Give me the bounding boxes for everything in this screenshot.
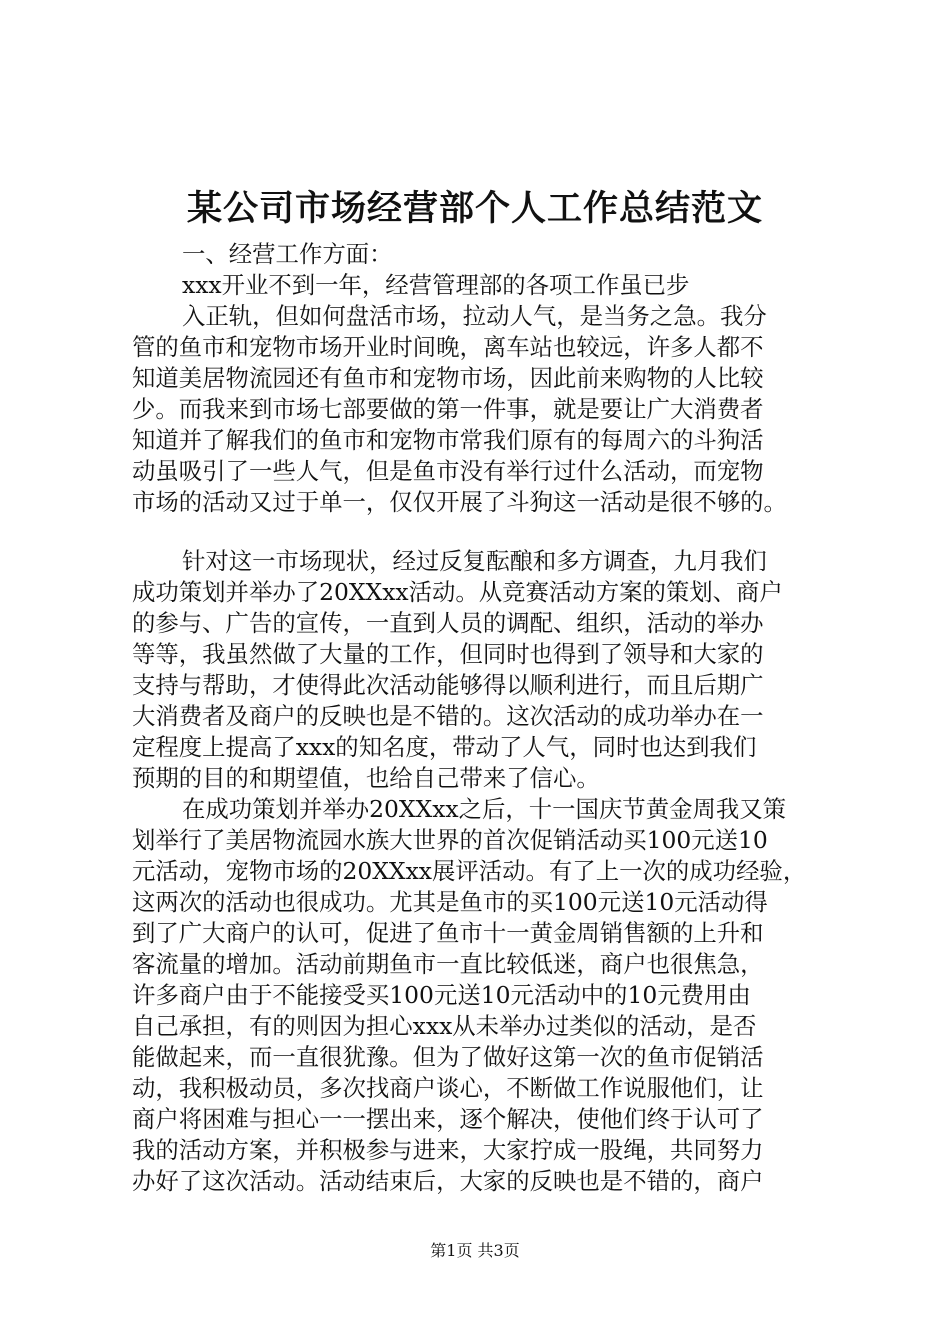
paragraph-line: 支持与帮助，才使得此次活动能够得以顺利进行，而且后期广	[132, 671, 764, 699]
paragraph-line: 少。而我来到市场七部要做的第一件事，就是要让广大消费者	[132, 395, 764, 423]
paragraph-line: 划举行了美居物流园水族大世界的首次促销活动买100元送10	[132, 826, 768, 854]
paragraph-line: 成功策划并举办了20XXxx活动。从竞赛活动方案的策划、商户	[132, 578, 783, 606]
paragraph-line: 在成功策划并举办20XXxx之后，十一国庆节黄金周我又策	[182, 795, 787, 823]
paragraph-line: 管的鱼市和宠物市场开业时间晚，离车站也较远，许多人都不	[132, 333, 764, 361]
paragraph-line: 商户将困难与担心一一摆出来，逐个解决，使他们终于认可了	[132, 1105, 764, 1133]
paragraph-line: 能做起来，而一直很犹豫。但为了做好这第一次的鱼市促销活	[132, 1043, 764, 1071]
paragraph-line: 针对这一市场现状，经过反复酝酿和多方调查，九月我们	[182, 547, 767, 575]
paragraph-line: xxx开业不到一年，经营管理部的各项工作虽已步	[182, 271, 690, 299]
paragraph-line: 预期的目的和期望值，也给自己带来了信心。	[132, 764, 600, 792]
paragraph-line: 动虽吸引了一些人气，但是鱼市没有举行过什么活动，而宠物	[132, 457, 764, 485]
paragraph-line: 这两次的活动也很成功。尤其是鱼市的买100元送10元活动得	[132, 888, 768, 916]
paragraph-line: 动，我积极动员，多次找商户谈心，不断做工作说服他们，让	[132, 1074, 764, 1102]
section-heading: 一、经营工作方面：	[182, 240, 393, 268]
paragraph-line: 元活动，宠物市场的20XXxx展评活动。有了上一次的成功经验，	[132, 857, 807, 885]
paragraph-line: 知道美居物流园还有鱼市和宠物市场，因此前来购物的人比较	[132, 364, 764, 392]
paragraph-line: 入正轨，但如何盘活市场，拉动人气，是当务之急。我分	[182, 302, 767, 330]
page-number-footer: 第1页 共3页	[430, 1241, 520, 1260]
paragraph-line: 市场的活动又过于单一，仅仅开展了斗狗这一活动是很不够的。	[132, 488, 787, 516]
paragraph-line: 我的活动方案，并积极参与进来，大家拧成一股绳，共同努力	[132, 1136, 764, 1164]
paragraph-line: 办好了这次活动。活动结束后，大家的反映也是不错的，商户	[132, 1167, 764, 1195]
paragraph-line: 自己承担，有的则因为担心xxx从未举办过类似的活动，是否	[132, 1012, 757, 1040]
paragraph-line: 知道并了解我们的鱼市和宠物市常我们原有的每周六的斗狗活	[132, 426, 764, 454]
paragraph-line: 客流量的增加。活动前期鱼市一直比较低迷，商户也很焦急，	[132, 950, 764, 978]
paragraph-line: 到了广大商户的认可，促进了鱼市十一黄金周销售额的上升和	[132, 919, 764, 947]
paragraph-line: 定程度上提高了xxx的知名度，带动了人气，同时也达到我们	[132, 733, 757, 761]
document-title: 某公司市场经营部个人工作总结范文	[186, 188, 763, 229]
paragraph-line: 许多商户由于不能接受买100元送10元活动中的10元费用由	[132, 981, 751, 1009]
paragraph-line: 的参与、广告的宣传，一直到人员的调配、组织，活动的举办	[132, 609, 764, 637]
paragraph-line: 等等，我虽然做了大量的工作，但同时也得到了领导和大家的	[132, 640, 764, 668]
paragraph-line: 大消费者及商户的反映也是不错的。这次活动的成功举办在一	[132, 702, 764, 730]
